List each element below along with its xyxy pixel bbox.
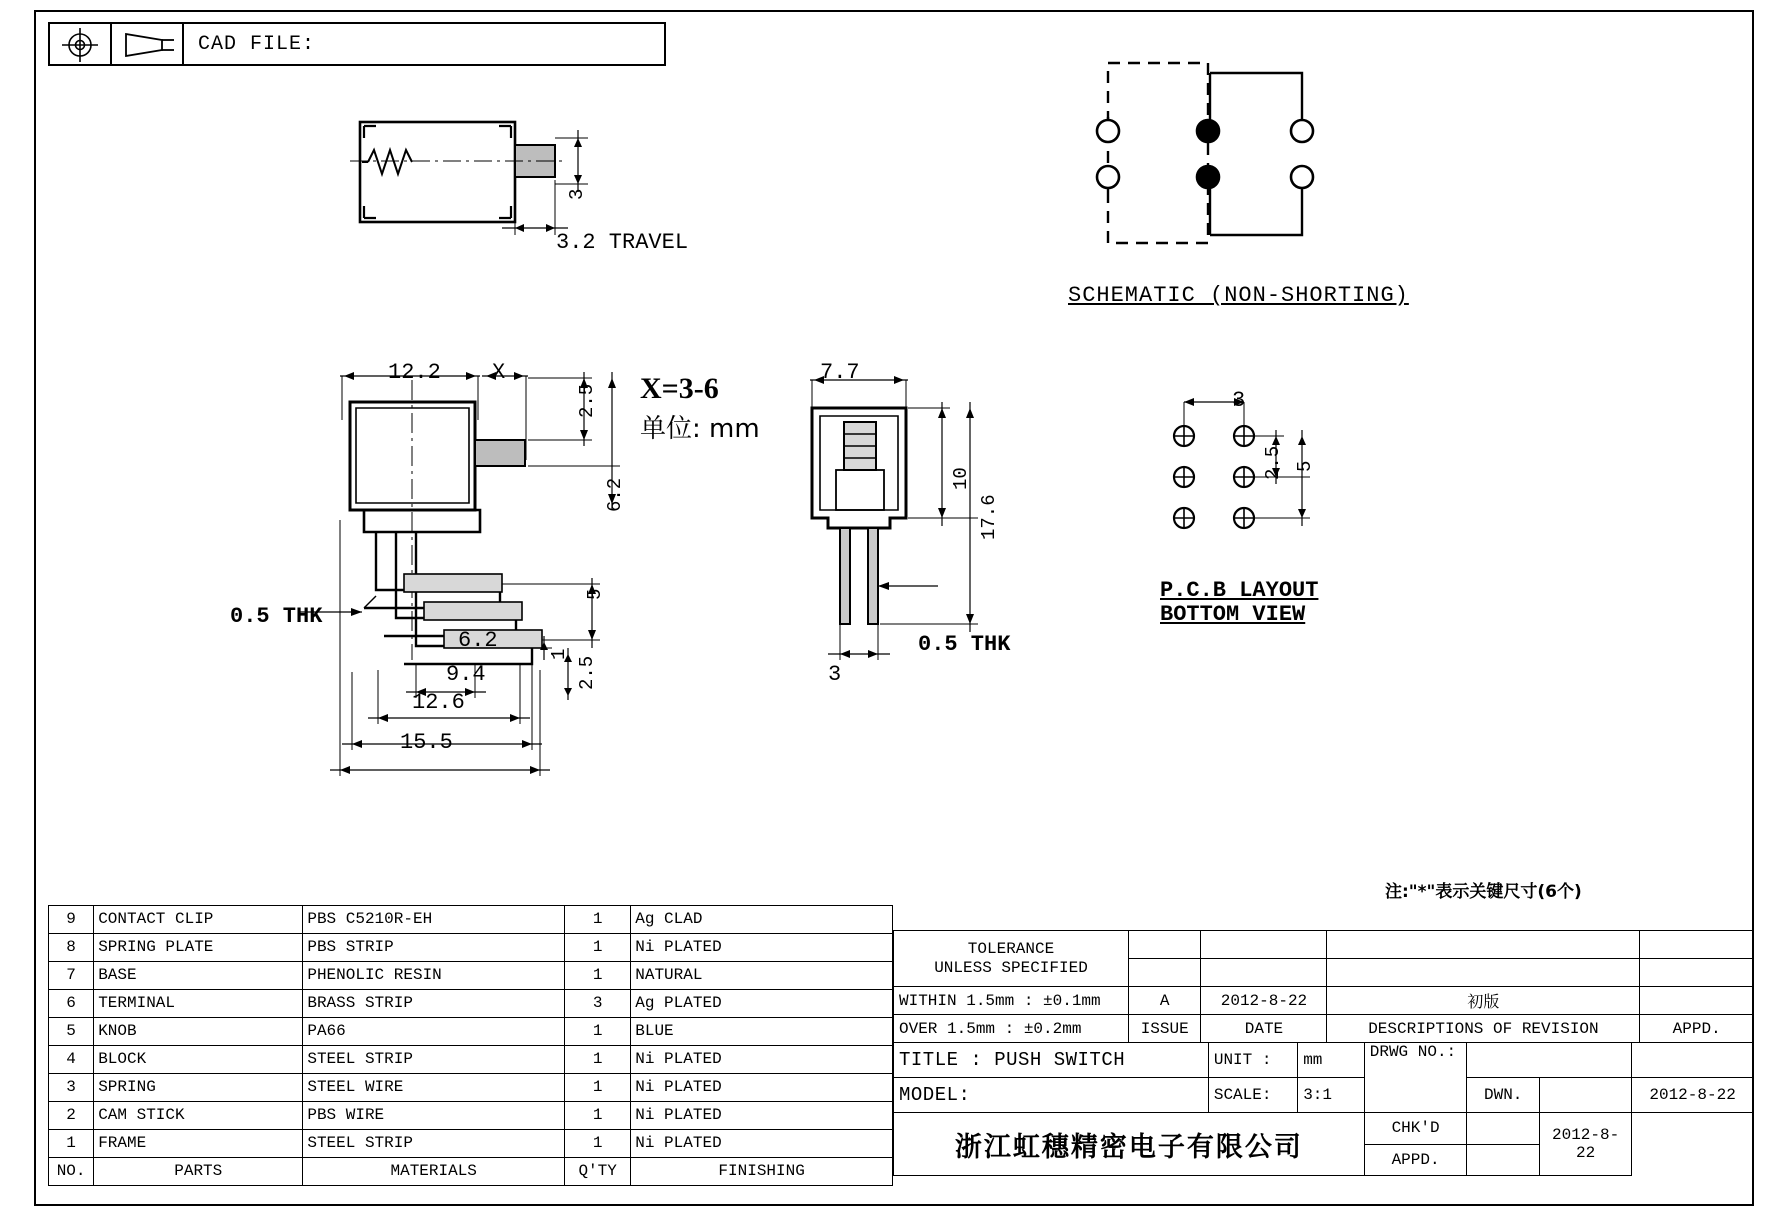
side-view-dim-3: 3 (828, 662, 842, 687)
bom-cell: SPRING (94, 1074, 303, 1102)
front-view-dim-6-2-bottom: 6.2 (458, 628, 498, 653)
bom-cell: PBS C5210R-EH (303, 906, 565, 934)
pcb-layout-caption-line1: P.C.B LAYOUT (1160, 578, 1319, 603)
table-row (49, 990, 893, 1018)
title-block-row (894, 931, 1754, 959)
tolerance-header (894, 931, 1129, 987)
dwn-date: 2012-8-22 (1632, 1078, 1754, 1113)
bom-body (49, 906, 893, 1186)
bom-cell: BLOCK (94, 1046, 303, 1074)
title-block-row (894, 1113, 1754, 1145)
bom-header-qty: Q'TY (565, 1158, 631, 1186)
bom-cell: CONTACT CLIP (94, 906, 303, 934)
front-view-dim-x: X (492, 360, 506, 385)
bom-cell: Ag PLATED (631, 990, 893, 1018)
issue-header: ISSUE (1129, 1015, 1201, 1043)
bom-cell: 1 (565, 1074, 631, 1102)
bom-cell: 4 (49, 1046, 94, 1074)
bom-cell: KNOB (94, 1018, 303, 1046)
front-view-thickness: 0.5 THK (230, 604, 323, 629)
front-view-dim-12-2: 12.2 (388, 360, 441, 385)
bom-cell: 8 (49, 934, 94, 962)
tolerance-over: OVER 1.5mm : ±0.2mm (894, 1015, 1129, 1043)
bom-cell: BRASS STRIP (303, 990, 565, 1018)
appd-signature (1467, 1144, 1540, 1176)
model-label: MODEL: (894, 1078, 1209, 1113)
bom-cell: 1 (565, 934, 631, 962)
front-view-dim-2-5-top: 2.5 (576, 383, 598, 418)
tolerance-line1: TOLERANCE (967, 940, 1055, 959)
side-view-dim-17-6: 17.6 (978, 494, 1000, 540)
front-view-dim-15-5: 15.5 (400, 730, 453, 755)
appd-label: APPD. (1364, 1144, 1467, 1176)
bom-cell: NATURAL (631, 962, 893, 990)
bom-cell: 1 (565, 1130, 631, 1158)
bom-cell: 1 (565, 962, 631, 990)
tolerance-within: WITHIN 1.5mm : ±0.1mm (894, 987, 1129, 1015)
top-view-dim-3: 3 (566, 188, 588, 200)
bom-cell: Ni PLATED (631, 1046, 893, 1074)
bom-cell: Ni PLATED (631, 1102, 893, 1130)
chkd-label: CHK'D (1364, 1113, 1467, 1145)
key-dimension-note: 注:"*"表示关键尺寸(6个) (1385, 882, 1582, 902)
bom-cell: BASE (94, 962, 303, 990)
bom-cell: PBS STRIP (303, 934, 565, 962)
bom-table (48, 905, 893, 1186)
pcb-layout-drawing (1150, 380, 1370, 560)
bom-cell: 9 (49, 906, 94, 934)
bom-cell: PBS WIRE (303, 1102, 565, 1130)
chkd-signature (1467, 1113, 1540, 1145)
bom-cell: 5 (49, 1018, 94, 1046)
rev-blank-desc (1327, 931, 1640, 959)
bom-cell: 1 (565, 906, 631, 934)
dwn-signature (1540, 1078, 1632, 1113)
bom-header-finishing: FINISHING (631, 1158, 893, 1186)
bom-cell: FRAME (94, 1130, 303, 1158)
tolerance-line2: UNLESS SPECIFIED (934, 958, 1088, 977)
table-row (49, 934, 893, 962)
title-block-lower (893, 1042, 1754, 1176)
table-header-row (49, 1158, 893, 1186)
revisions-header: DESCRIPTIONS OF REVISION (1327, 1015, 1640, 1043)
bom-cell: STEEL WIRE (303, 1074, 565, 1102)
unit-value: mm (1298, 1043, 1365, 1078)
side-view-dim-7-7: 7.7 (820, 360, 860, 385)
rev-blank-issue-2 (1129, 959, 1201, 987)
appd-date: 2012-8-22 (1540, 1113, 1632, 1176)
front-view-dim-1: 1 (548, 648, 570, 660)
side-view-thickness: 0.5 THK (918, 632, 1011, 657)
title-block-row (894, 987, 1754, 1015)
company-name: 浙江虹穗精密电子有限公司 (894, 1113, 1365, 1176)
front-view-dim-2-5-bottom: 2.5 (576, 655, 598, 690)
drawing-number-label: DRWG NO.: (1364, 1043, 1467, 1113)
bom-cell: Ni PLATED (631, 1130, 893, 1158)
bom-cell: Ni PLATED (631, 1074, 893, 1102)
bom-cell: 1 (565, 1102, 631, 1130)
schematic-drawing (1080, 45, 1360, 275)
title-block-row (894, 1078, 1754, 1113)
pcb-dim-3: 3 (1232, 388, 1246, 413)
bom-cell: 3 (49, 1074, 94, 1102)
scale-value: 3:1 (1298, 1078, 1365, 1113)
bom-header-materials: MATERIALS (303, 1158, 565, 1186)
bom-cell: 3 (565, 990, 631, 1018)
bom-cell: SPRING PLATE (94, 934, 303, 962)
bom-cell: 1 (565, 1046, 631, 1074)
scale-label: SCALE: (1208, 1078, 1297, 1113)
top-view-dim-travel: 3.2 TRAVEL (556, 230, 689, 255)
title-block-row (894, 1015, 1754, 1043)
drwg-no-value (1467, 1043, 1632, 1078)
bom-cell: PA66 (303, 1018, 565, 1046)
bom-cell: 1 (565, 1018, 631, 1046)
cad-file-label: CAD FILE: (198, 32, 316, 56)
bom-cell: BLUE (631, 1018, 893, 1046)
rev-blank-date-2 (1201, 959, 1327, 987)
pcb-layout-caption-line2: BOTTOM VIEW (1160, 602, 1306, 627)
bom-cell: PHENOLIC RESIN (303, 962, 565, 990)
bom-cell: STEEL STRIP (303, 1130, 565, 1158)
bom-cell: 1 (49, 1130, 94, 1158)
rev-blank-desc-2 (1327, 959, 1640, 987)
revision-appd-blank (1640, 987, 1754, 1015)
unit-note: 单位: mm (640, 414, 760, 444)
x-range-note: X=3-6 (640, 372, 719, 405)
revision-description: 初版 (1327, 987, 1640, 1015)
taper-symbol-icon (112, 24, 184, 64)
schematic-caption: SCHEMATIC (NON-SHORTING) (1068, 283, 1409, 308)
drawing-title: TITLE : PUSH SWITCH (894, 1043, 1209, 1078)
pcb-dim-2-5: 2.5 (1262, 445, 1284, 480)
bom-cell: Ag CLAD (631, 906, 893, 934)
side-view-dim-10: 10 (950, 467, 972, 490)
projection-symbol-icon (50, 24, 112, 64)
bom-header-no: NO. (49, 1158, 94, 1186)
rev-blank-date (1201, 931, 1327, 959)
bom-header-parts: PARTS (94, 1158, 303, 1186)
bom-cell: 6 (49, 990, 94, 1018)
table-row (49, 1130, 893, 1158)
cad-file-box (48, 22, 666, 66)
issue-value: A (1129, 987, 1201, 1015)
bom-cell: STEEL STRIP (303, 1046, 565, 1074)
unit-label: UNIT : (1208, 1043, 1297, 1078)
front-view-dim-5: 5 (584, 588, 606, 600)
bom-cell: TERMINAL (94, 990, 303, 1018)
table-row (49, 1102, 893, 1130)
title-block-row (894, 1043, 1754, 1078)
pcb-dim-5: 5 (1294, 460, 1316, 472)
bom-cell: 2 (49, 1102, 94, 1130)
front-view-dim-9-4: 9.4 (446, 662, 486, 687)
dwn-label: DWN. (1467, 1078, 1540, 1113)
rev-blank-appd-2 (1640, 959, 1754, 987)
front-view-dim-6-2-right: 6.2 (604, 477, 626, 512)
bom-cell: Ni PLATED (631, 934, 893, 962)
revision-date: 2012-8-22 (1201, 987, 1327, 1015)
table-row (49, 962, 893, 990)
rev-blank-issue (1129, 931, 1201, 959)
appd-header: APPD. (1640, 1015, 1754, 1043)
title-block (893, 930, 1754, 1043)
bom-cell: CAM STICK (94, 1102, 303, 1130)
table-row (49, 1018, 893, 1046)
front-view-dim-12-6: 12.6 (412, 690, 465, 715)
table-row (49, 1074, 893, 1102)
bom-cell: 7 (49, 962, 94, 990)
rev-blank-appd (1640, 931, 1754, 959)
table-row (49, 906, 893, 934)
table-row (49, 1046, 893, 1074)
date-header: DATE (1201, 1015, 1327, 1043)
